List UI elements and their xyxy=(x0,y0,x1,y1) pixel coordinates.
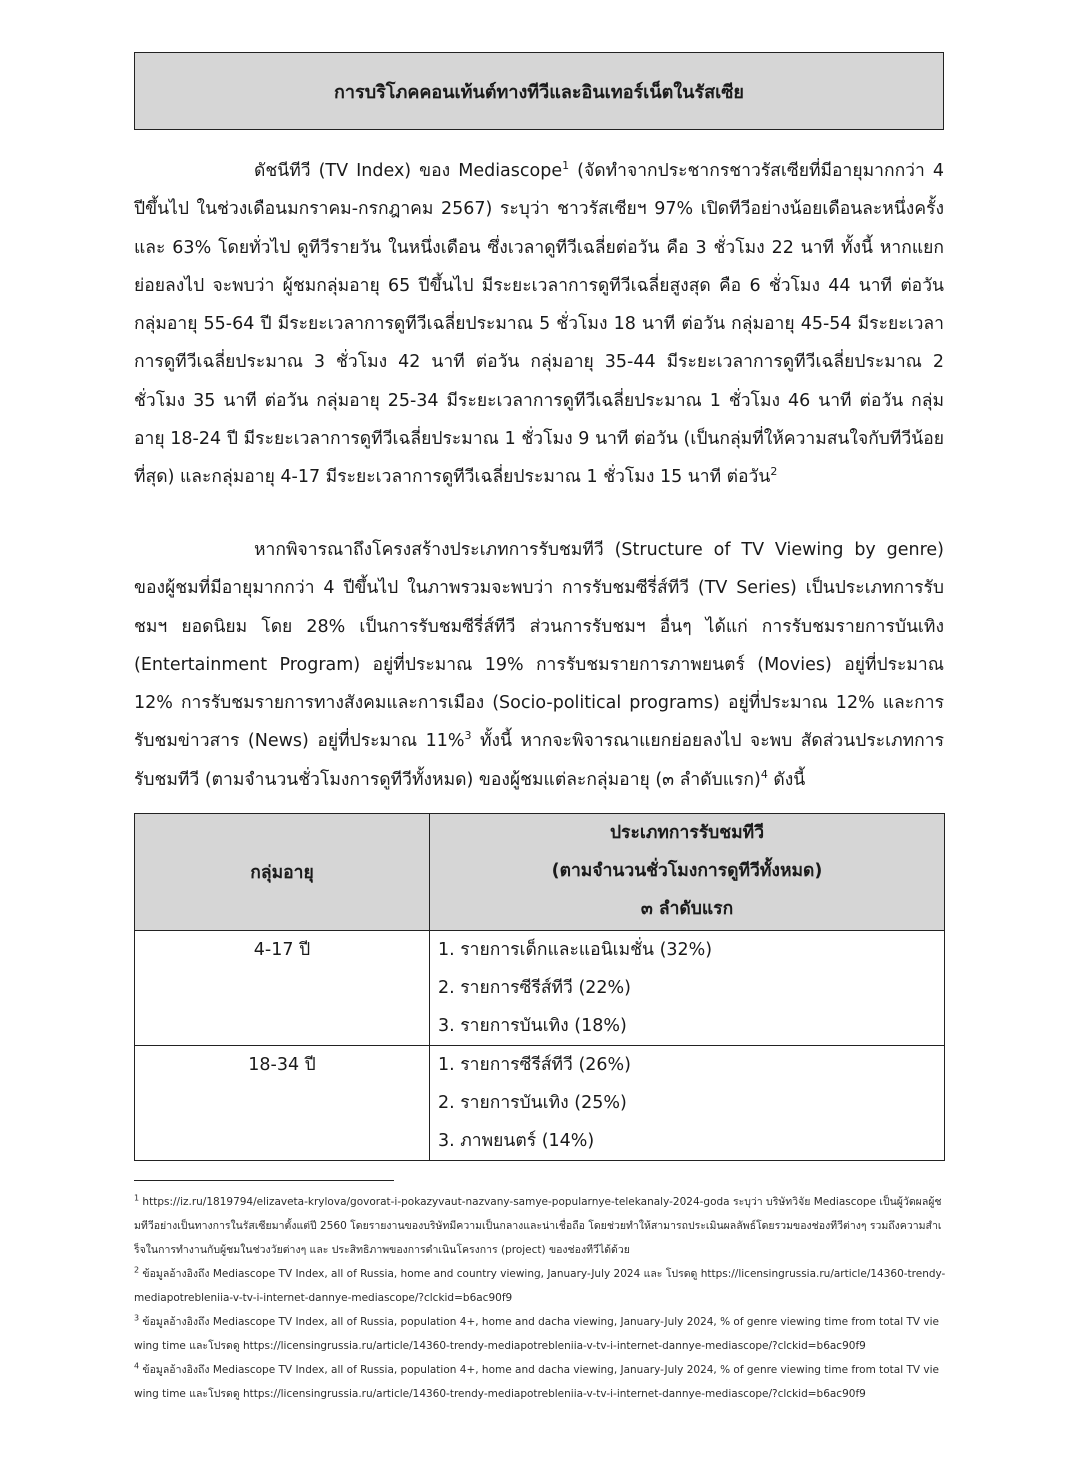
genre-list-cell xyxy=(430,1046,945,1161)
table-row xyxy=(135,931,945,1046)
header-genre-line-1: ประเภทการรับชมทีวี xyxy=(609,823,765,843)
header-age-group: กลุ่มอายุ xyxy=(135,814,430,931)
footnote-ref-4[interactable]: 4 xyxy=(760,767,768,781)
genre-item: 1. รายการซีรีส์ทีวี (26%) xyxy=(438,1055,631,1075)
footnote-number: 2 xyxy=(134,1265,140,1275)
paragraph-1-text-a: ดัชนีทีวี (TV Index) ของ Mediascope xyxy=(254,161,563,181)
footnote-ref-1[interactable]: 1 xyxy=(562,159,570,173)
genre-table xyxy=(134,813,945,1161)
paragraph-2-text-a: หากพิจารณาถึงโครงสร้างประเภทการรับชมทีวี (Structure of TV Viewing by genre) ของผู้ชมที่มีอายุมากกว่า 4 ปีขึ้นไป ในภาพรวมจะพบว่า การรับชมซีรี่ส์ทีวี (TV Series) เป็นประเภทการรับชมฯ ยอดนิยม โดย 28% เป็นการรับชมซีรี่ส์ทีวี ส่วนการรับชมฯ อื่นๆ ได้แก่ การรับชมรายการบันเทิง (Entertainment Program) อยู่ที่ประมาณ 19% การรับชมรายการภาพยนตร์ (Movies) อยู่ที่ประมาณ 12% การรับชมรายการทางสังคมและการเมือง (Socio-political programs) อยู่ที่ประมาณ 12% และการรับชมข่าวสาร (News) อยู่ที่ประมาณ 11% xyxy=(134,540,944,752)
table-row xyxy=(135,1046,945,1161)
footnote-text[interactable]: ข้อมูลอ้างอิงถึง Mediascope TV Index, all of Russia, population 4+, home and dacha viewing, January-July 2024, % of genre viewing time from total TV viewing time และโปรดดู https://licensingrussia.ru/article/14360-trendy-mediapotrebleniia-v-tv-i-internet-dannye-mediascope/?clckid=b6ac90f9 xyxy=(134,1316,940,1352)
header-genre xyxy=(430,814,945,931)
paragraph-2-text-c: ดังนี้ xyxy=(767,769,806,790)
paragraph-1-text-b: (จัดทำจากประชากรชาวรัสเซียที่มีอายุมากกว่า 4 ปีขึ้นไป ในช่วงเดือนมกราคม-กรกฎาคม 2567) ระบุว่า ชาวรัสเซียฯ 97% เปิดทีวีอย่างน้อยเดือนละหนึ่งครั้ง และ 63% โดยทั่วไป ดูทีวีรายวัน ในหนึ่งเดือน ซึ่งเวลาดูทีวีเฉลี่ยต่อวัน คือ 3 ชั่วโมง 22 นาที ทั้งนี้ หากแยกย่อยลงไป จะพบว่า ผู้ชมกลุ่มอายุ 65 ปีขึ้นไป มีระยะเวลาการดูทีวีเฉลี่ยสูงสุด คือ 6 ชั่วโมง 44 นาที ต่อวัน กลุ่มอายุ 55-64 ปี มีระยะเวลาการดูทีวีเฉลี่ยประมาณ 5 ชั่วโมง 18 นาที ต่อวัน กลุ่มอายุ 45-54 มีระยะเวลาการดูทีวีเฉลี่ยประมาณ 3 ชั่วโมง 42 นาที ต่อวัน กลุ่มอายุ 35-44 มีระยะเวลาการดูทีวีเฉลี่ยประมาณ 2 ชั่วโมง 35 นาที ต่อวัน กลุ่มอายุ 25-34 มีระยะเวลาการดูทีวีเฉลี่ยประมาณ 1 ชั่วโมง 46 นาที ต่อวัน กลุ่มอายุ 18-24 ปี มีระยะเวลาการดูทีวีเฉลี่ยประมาณ 1 ชั่วโมง 9 นาที ต่อวัน (เป็นกลุ่มที่ให้ความสนใจกับทีวีน้อยที่สุด) และกลุ่มอายุ 4-17 มีระยะเวลาการดูทีวีเฉลี่ยประมาณ 1 ชั่วโมง 15 นาที ต่อวัน xyxy=(134,161,944,488)
paragraph-genre-structure xyxy=(134,531,944,799)
page-title-text: การบริโภคคอนเท้นต์ทางทีวีและอินเทอร์เน็ตในรัสเซีย xyxy=(334,81,744,103)
footnote-1 xyxy=(134,1190,946,1262)
genre-item: 2. รายการบันเทิง (25%) xyxy=(438,1093,627,1113)
footnote-text[interactable]: ข้อมูลอ้างอิงถึง Mediascope TV Index, all of Russia, population 4+, home and dacha viewing, January-July 2024, % of genre viewing time from total TV viewing time และโปรดดู https://licensingrussia.ru/article/14360-trendy-mediapotrebleniia-v-tv-i-internet-dannye-mediascope/?clckid=b6ac90f9 xyxy=(134,1364,940,1400)
genre-item: 2. รายการซีรีส์ทีวี (22%) xyxy=(438,978,631,998)
page-title xyxy=(134,52,944,130)
footnote-number: 4 xyxy=(134,1361,140,1371)
age-cell: 18-34 ปี xyxy=(135,1046,430,1161)
header-genre-line-2: (ตามจำนวนชั่วโมงการดูทีวีทั้งหมด) xyxy=(551,861,823,881)
genre-item: 1. รายการเด็กและแอนิเมชั่น (32%) xyxy=(438,940,713,960)
footnote-3 xyxy=(134,1310,946,1358)
footnote-4 xyxy=(134,1358,946,1406)
table-header-row xyxy=(135,814,945,931)
footnote-divider xyxy=(134,1180,394,1181)
header-genre-line-3: ๓ ลำดับแรก xyxy=(640,899,734,919)
age-cell: 4-17 ปี xyxy=(135,931,430,1046)
footnote-number: 3 xyxy=(134,1313,140,1323)
paragraph-2-text-b: ทั้งนี้ หากจะพิจารณาแยกย่อยลงไป จะพบ สัดส่วนประเภทการรับชมทีวี (ตามจำนวนชั่วโมงการดูทีวีทั้งหมด) ของผู้ชมแต่ละกลุ่มอายุ (๓ ลำดับแรก) xyxy=(134,731,944,790)
footnote-2 xyxy=(134,1262,946,1310)
footnote-ref-3[interactable]: 3 xyxy=(464,729,472,743)
genre-item: 3. รายการบันเทิง (18%) xyxy=(438,1016,627,1036)
footnote-ref-2[interactable]: 2 xyxy=(770,465,778,479)
genre-item: 3. ภาพยนตร์ (14%) xyxy=(438,1131,595,1151)
footnote-text[interactable]: ข้อมูลอ้างอิงถึง Mediascope TV Index, all of Russia, home and country viewing, January-July 2024 และ โปรดดู https://licensingrussia.ru/article/14360-trendy-mediapotrebleniia-v-tv-i-internet-dannye-mediascope/?clckid=b6ac90f9 xyxy=(134,1268,946,1304)
paragraph-tv-index xyxy=(134,152,944,497)
footnote-text[interactable]: https://iz.ru/1819794/elizaveta-krylova/govorat-i-pokazyvaut-nazvany-samye-popularnye-telekanaly-2024-goda ระบุว่า บริษัทวิจัย Mediascope เป็นผู้วัดผลผู้ชมทีวีอย่างเป็นทางการในรัสเซียมาตั้งแต่ปี 2560 โดยรายงานของบริษัทมีความเป็นกลางและน่าเชื่อถือ โดยช่วยทำให้สามารถประเมินผลลัพธ์โดยรวมของช่องทีวีต่างๆ รวมถึงความสำเร็จในการทำงานกับผู้ชมในช่วงวัยต่างๆ และ ประสิทธิภาพของการดำเนินโครงการ (project) ของช่องทีวีได้ด้วย xyxy=(134,1196,942,1256)
footnote-number: 1 xyxy=(134,1193,140,1203)
genre-list-cell xyxy=(430,931,945,1046)
